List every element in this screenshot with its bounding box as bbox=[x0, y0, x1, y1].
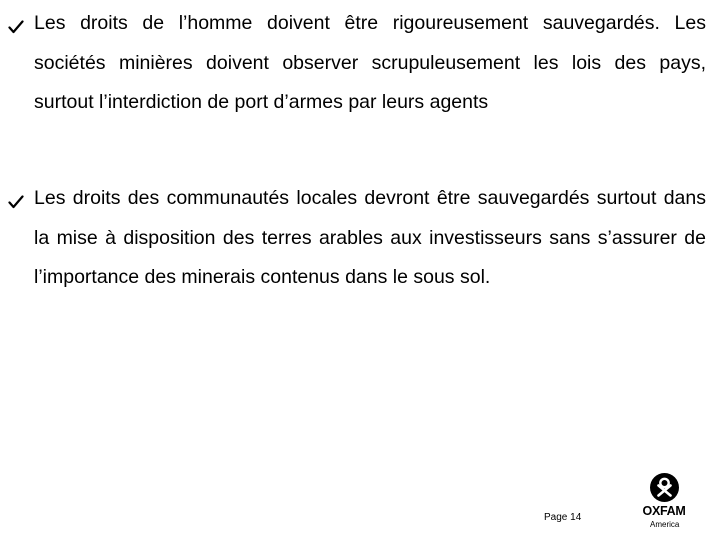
checkmark-icon bbox=[8, 20, 24, 34]
logo-wordmark: OXFAM bbox=[642, 504, 686, 518]
oxfam-logo bbox=[640, 473, 688, 533]
bullet-item-human-rights bbox=[8, 13, 706, 132]
bullet-text: Les droits de l’homme doivent être rigoureusement sauvegardés. Les sociétés minières doivent observer scrupuleusement les lois des pays, surtout l’interdiction de port d’armes par leurs agents bbox=[34, 12, 706, 113]
bullet-item-community-rights bbox=[8, 188, 706, 307]
logo-subtitle: America bbox=[650, 520, 680, 529]
checkmark-icon bbox=[8, 195, 24, 209]
oxfam-logo-icon bbox=[650, 473, 679, 502]
page-number: Page 14 bbox=[544, 512, 582, 523]
bullet-text: Les droits des communautés locales devront être sauvegardés surtout dans la mise à disposition des terres arables aux investisseurs sans s’assurer de l’importance des minerais contenus dans le sous sol. bbox=[34, 187, 706, 288]
